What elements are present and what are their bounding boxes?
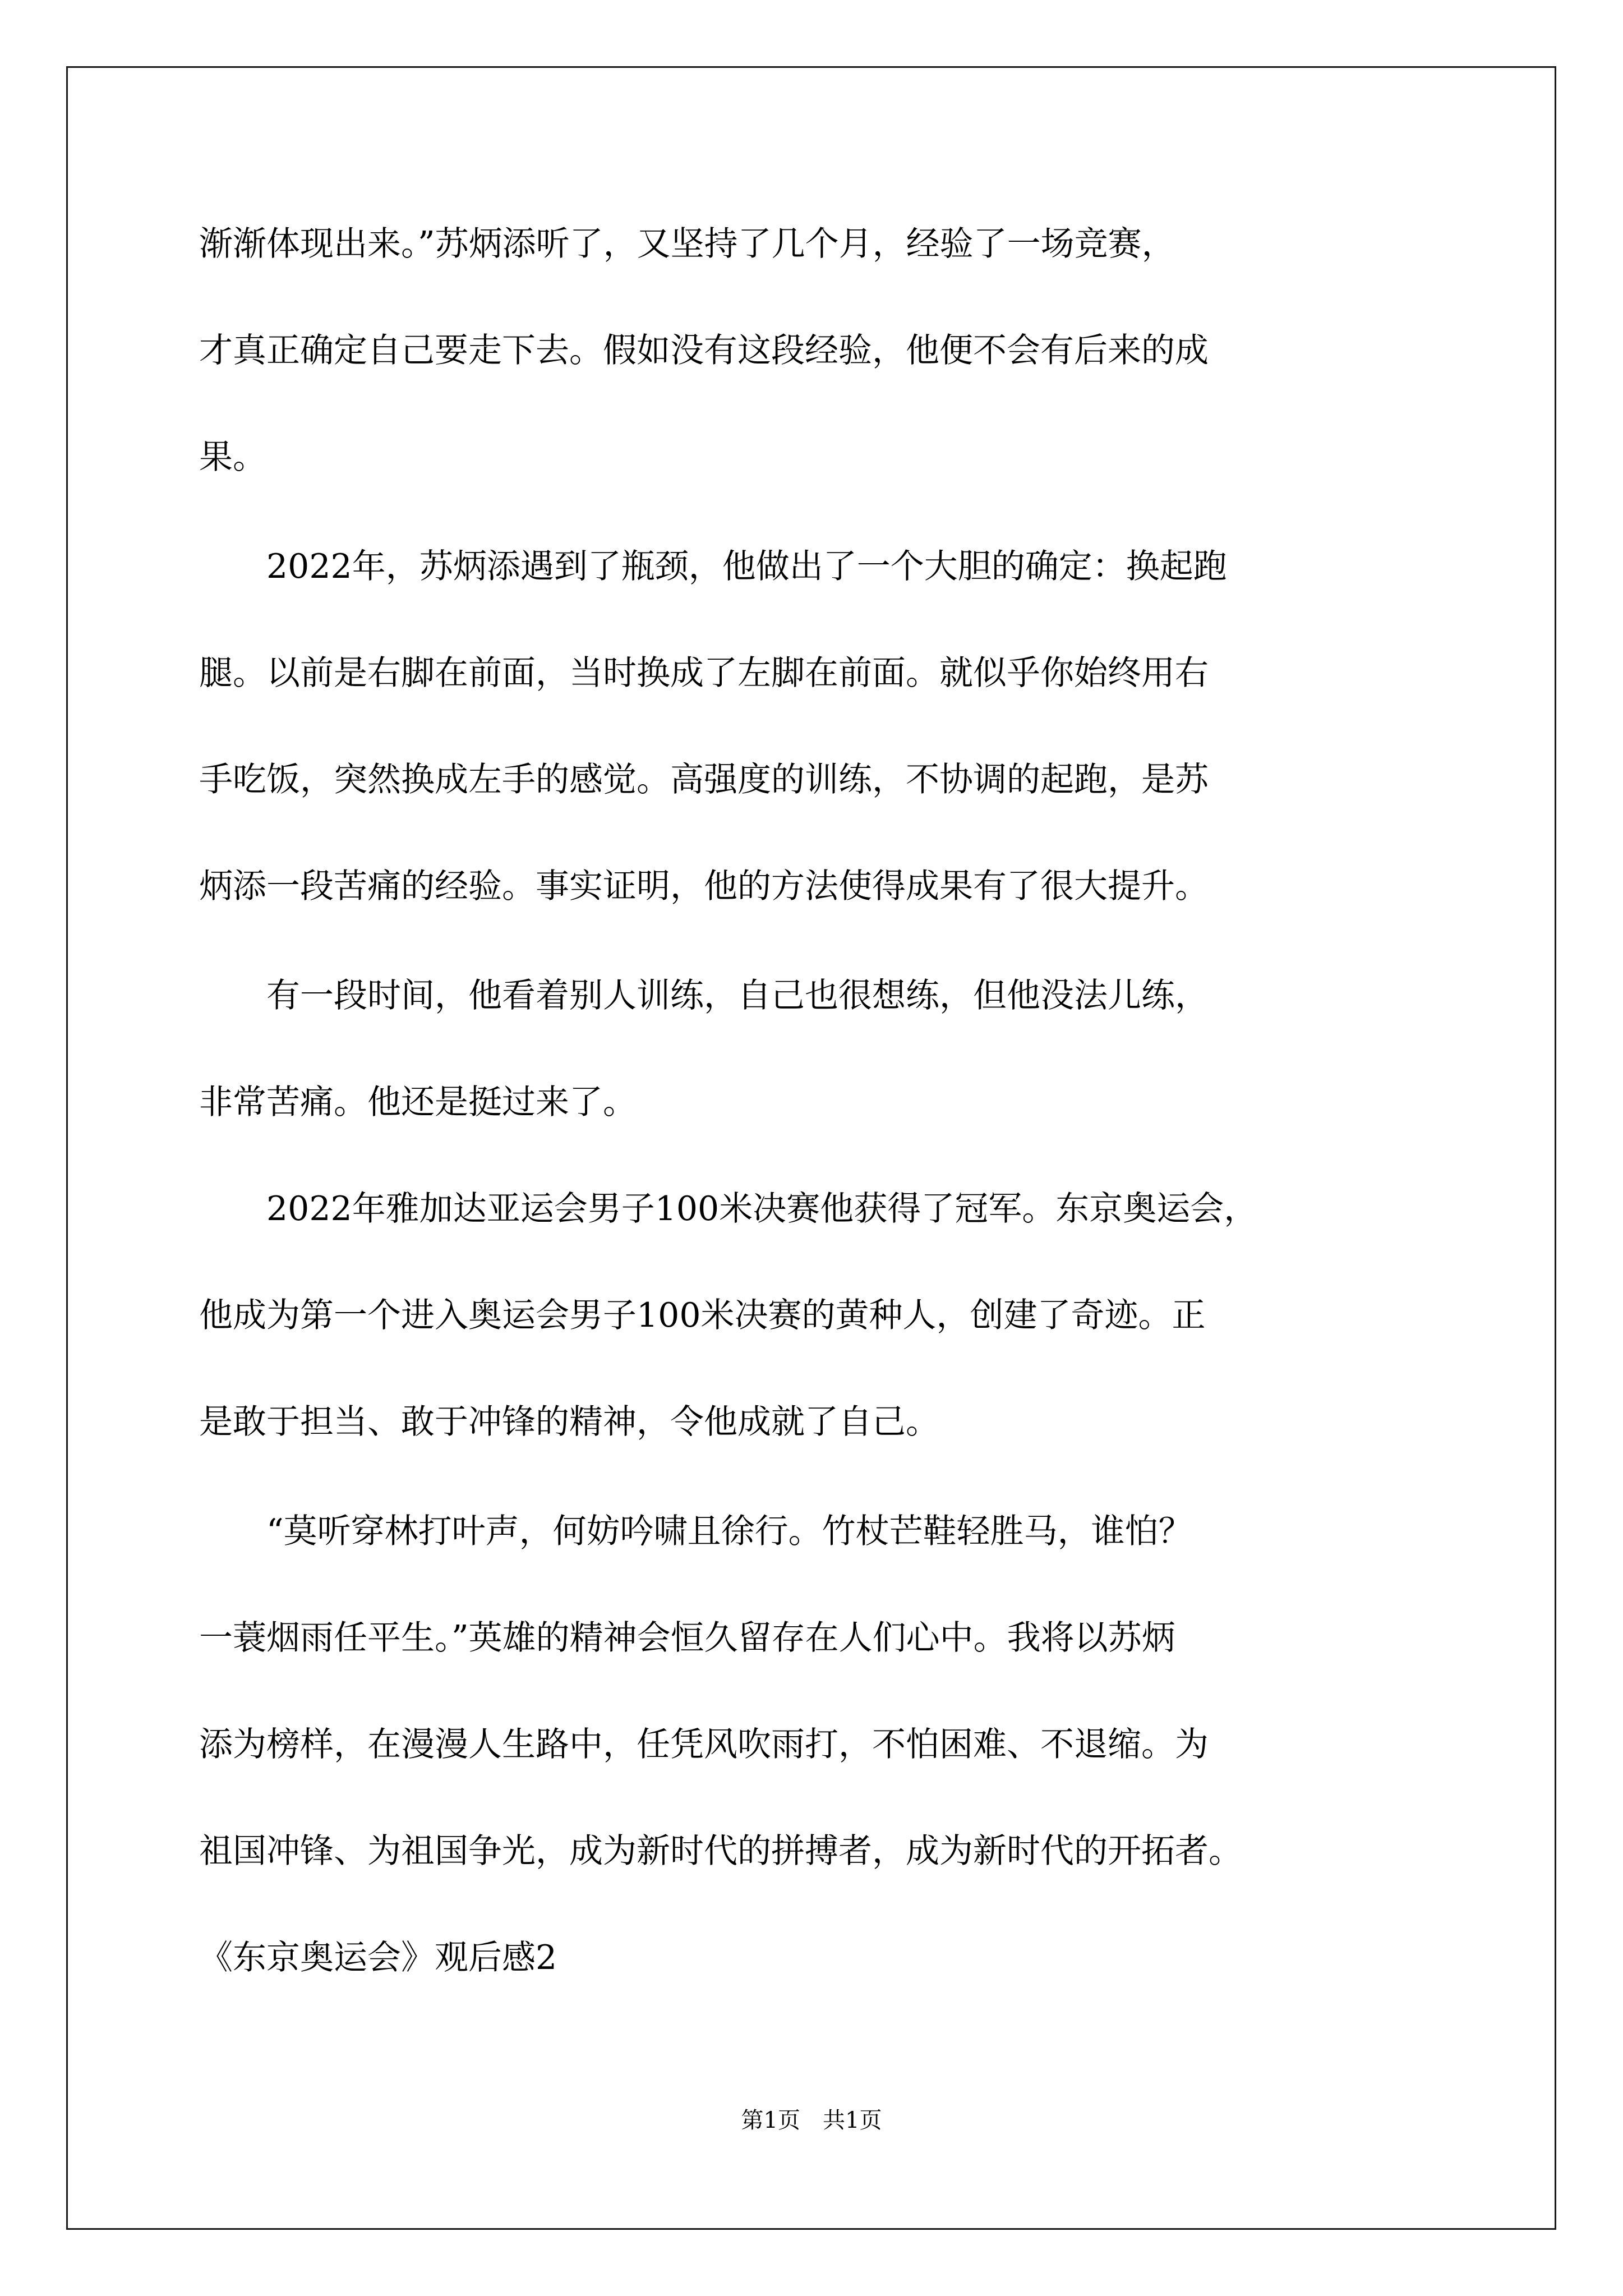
text-line: 一蓑烟雨任平生。”英雄的精神会恒久留存在人们心中。我将以苏炳 xyxy=(199,1618,1175,1658)
text-line: 渐渐体现出来。”苏炳添听了，又坚持了几个月，经验了一场竞赛， xyxy=(199,224,1175,264)
text-line: 非常苦痛。他还是挺过来了。 xyxy=(199,1083,637,1122)
text-line: “莫听穿林打叶声，何妨吟啸且徐行。竹杖芒鞋轻胜马，谁怕？ xyxy=(199,1512,1192,1551)
text-line: 2022年，苏炳添遇到了瓶颈，他做出了一个大胆的确定：换起跑 xyxy=(199,547,1227,586)
text-line: 2022年雅加达亚运会男子100米决赛他获得了冠军。东京奥运会， xyxy=(199,1189,1258,1228)
text-line: 祖国冲锋、为祖国争光，成为新时代的拼搏者，成为新时代的开拓者。 xyxy=(199,1832,1242,1871)
text-line: 果。 xyxy=(199,438,266,477)
text-line: 手吃饭，突然换成左手的感觉。高强度的训练，不协调的起跑，是苏 xyxy=(199,760,1209,799)
text-line: 他成为第一个进入奥运会男子100米决赛的黄种人，创建了奇迹。正 xyxy=(199,1296,1206,1335)
section-heading: 《东京奥运会》观后感2 xyxy=(199,1938,557,1977)
text-line: 才真正确定自己要走下去。假如没有这段经验，他便不会有后来的成 xyxy=(199,331,1209,370)
page-border xyxy=(66,66,1556,2230)
text-line: 腿。以前是右脚在前面，当时换成了左脚在前面。就似乎你始终用右 xyxy=(199,654,1209,693)
text-line: 添为榜样，在漫漫人生路中，任凭风吹雨打，不怕困难、不退缩。为 xyxy=(199,1725,1209,1764)
text-line: 炳添一段苦痛的经验。事实证明，他的方法使得成果有了很大提升。 xyxy=(199,867,1209,906)
page-footer: 第1页 共1页 xyxy=(741,2108,882,2133)
text-line: 是敢于担当、敢于冲锋的精神，令他成就了自己。 xyxy=(199,1402,939,1442)
text-line: 有一段时间，他看着别人训练，自己也很想练，但他没法儿练， xyxy=(199,976,1209,1015)
